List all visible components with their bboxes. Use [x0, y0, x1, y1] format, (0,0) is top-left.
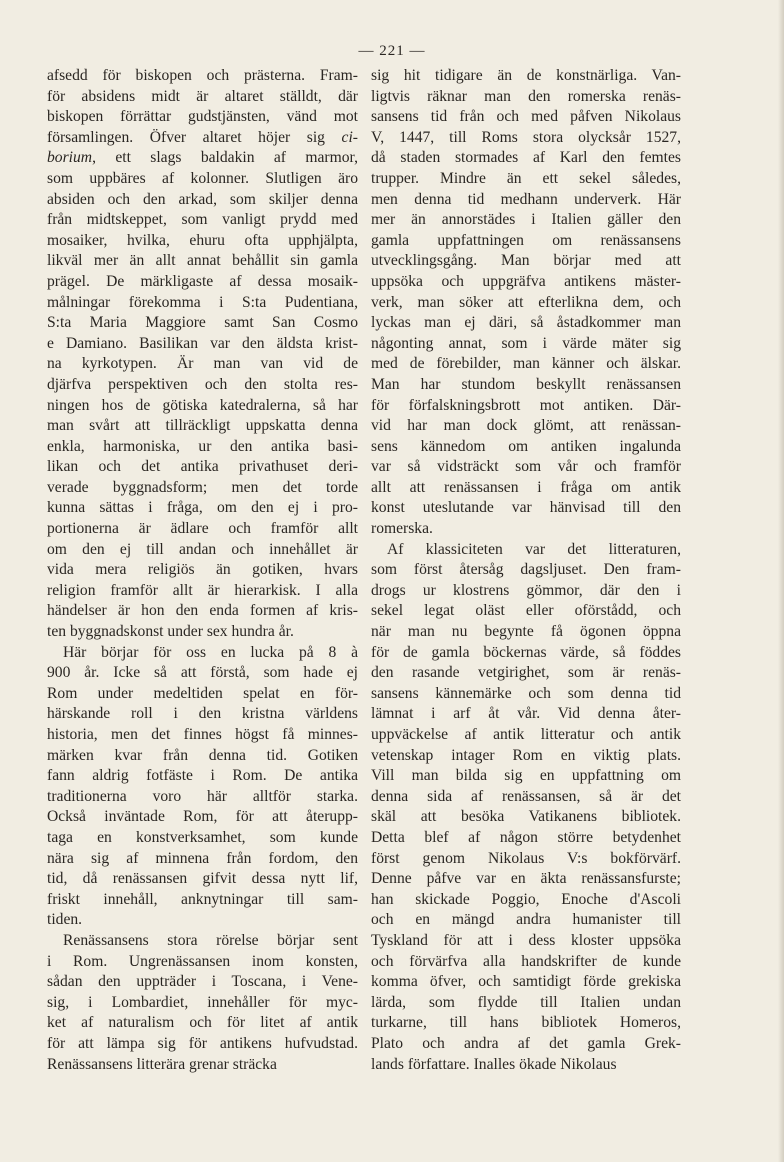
text-line: djärfva perspektiven och den stolta res-	[47, 375, 358, 393]
text-line: romerska.	[371, 520, 433, 538]
text-line: först genom Nikolaus V:s bokförvärf.	[371, 849, 681, 867]
text-line: sekel legat oläst eller oförstådd, och	[371, 602, 681, 620]
text-line: och en mängd andra humanister till	[371, 911, 681, 929]
text-line: friskt innehåll, anknytningar till sam-	[47, 890, 358, 908]
text-line: Plato och andra af det gamla Grek-	[371, 1034, 681, 1052]
text-line: om den ej till andan och innehållet är	[47, 540, 358, 558]
italic-term: borium	[47, 149, 93, 167]
text-line: härskande roll i den kristna världens	[47, 705, 358, 723]
text-line: för absidens midt är altaret ställdt, där	[47, 87, 358, 105]
text-line: Också inväntade Rom, för att återupp-	[47, 808, 358, 826]
text-line: traditionerna voro här alltför starka.	[47, 787, 358, 805]
text-line: Detta blef af någon större betydenhet	[371, 828, 681, 846]
text-line: nära sig af minnena från fordom, den	[47, 849, 358, 867]
text-line: sansens tid från och med påfven Nikolaus	[371, 108, 681, 126]
text-line: trupper. Mindre än ett sekel således,	[371, 169, 681, 187]
text-line: sansens kännemärke och som denna tid	[371, 684, 681, 702]
text-line: sig, i Lombardiet, innehåller för myc-	[47, 993, 358, 1011]
text-line: när man nu begynte få ögonen öppna	[371, 623, 681, 641]
text-line: uppväckelse af antik litteratur och antik	[371, 726, 681, 743]
text-line: från midtskeppet, som vanligt prydd med	[47, 211, 358, 229]
text-line: han skickade Poggio, Enoche d'Ascoli	[371, 890, 681, 908]
left-column	[47, 66, 358, 1075]
text-line: 900 år. Icke så att förstå, som hade ej	[47, 664, 358, 682]
text-line: fann aldrig fotfäste i Rom. De antika	[47, 767, 358, 785]
text-line: för att lämpa sig för antikens hufvudstad.	[47, 1034, 358, 1052]
text-line: sens kännedom om antiken ingalunda	[371, 437, 681, 455]
text-line: likväl mer än allt annat behållit sin gamla	[47, 252, 358, 270]
text-line: historia, men det finnes högst få minnes-	[47, 726, 358, 743]
text-line: församlingen. Öfver altaret höjer sig ci-	[47, 128, 358, 146]
text-line: lärda, som flydde till Italien undan	[371, 993, 681, 1011]
text-line: ten byggnadskonst under sex hundra år.	[47, 623, 294, 641]
text-line: händelser är hon den enda formen af kris-	[47, 602, 358, 620]
text-line: V, 1447, till Roms stora olycksår 1527,	[371, 128, 681, 146]
text-line: märken kvar från denna tid. Gotiken	[47, 746, 358, 764]
text-line: som först återsåg dagsljuset. Den fram-	[371, 561, 681, 579]
text-line: likan och det antika privathuset deri-	[47, 458, 358, 476]
text-line: men denna tid medhann underverk. Här	[371, 190, 681, 208]
text-line: absiden och den arkad, som skiljer denna	[47, 190, 358, 208]
text-line: Tyskland för att i dess kloster uppsöka	[371, 931, 681, 949]
text-line: vetenskap intager Rom en viktig plats.	[371, 746, 681, 764]
text-line: i Rom. Ungrenässansen inom konsten,	[47, 952, 358, 970]
text-line: Af klassiciteten var det litteraturen,	[387, 540, 681, 558]
text-line: och förvärfva alla handskrifter de kunde	[371, 952, 681, 970]
text-line: drogs ur klostrens gömmor, där den i	[371, 581, 681, 599]
text-line: då staden stormades af Karl den femtes	[371, 149, 681, 167]
text-line: prägel. De märkligaste af dessa mosaik-	[47, 272, 358, 290]
text-line: lämnat i arf åt vår. Vid denna åter-	[371, 705, 681, 723]
italic-term: ci-	[341, 128, 358, 146]
text-line: gamla uppfattningen om renässansens	[371, 231, 681, 249]
text-line: enkla, harmoniska, ur den antika basi-	[47, 437, 358, 455]
right-column	[371, 66, 681, 1075]
text-line: kunna sättas i fråga, om den ej i pro-	[47, 499, 358, 517]
text-line: verk, man söker att efterlikna dem, och	[371, 293, 681, 311]
text-line: uppsöka och uppgräfva antikens mäster-	[371, 272, 681, 290]
text-line: någonting annat, som i värde mäter sig	[371, 334, 681, 352]
text-line: allt att renässansen i fråga om antik	[371, 478, 681, 496]
text-line: Vill man bilda sig en uppfattning om	[371, 767, 681, 785]
text-line: na kyrkotypen. Är man van vid de	[47, 355, 358, 373]
text-line: mosaiker, hvilka, ehuru ofta upphjälpta,	[47, 231, 358, 249]
text-line: skäl att besöka Vatikanens bibliotek.	[371, 808, 681, 826]
text-line: Man har stundom beskyllt renässansen	[371, 375, 681, 393]
text-line: religion framför allt är hierarkisk. I alla	[47, 581, 358, 599]
page-edge-shadow	[778, 0, 784, 1162]
text-line: Här börjar för oss en lucka på 8 à	[63, 643, 358, 661]
text-line: biskopen förrättar gudstjänsten, vänd mot	[47, 108, 358, 126]
text-line: ligtvis räknar man den romerska renäs-	[371, 87, 681, 105]
text-line: Denne påfve var en äkta renässansfurste;	[371, 870, 681, 888]
text-line: lyckas man ej däri, så åstadkommer man	[371, 314, 681, 332]
text-line: den rasande vetgirighet, som är renäs-	[371, 664, 681, 682]
text-line: tiden.	[47, 911, 83, 929]
text-line: ket af naturalism och för litet af antik	[47, 1014, 358, 1032]
text-line: borium, ett slags baldakin af marmor,	[47, 149, 358, 167]
text-line: komma öfver, och samtidigt förde grekiska	[371, 973, 681, 991]
text-line: e Damiano. Basilikan var den äldsta krist-	[47, 334, 358, 352]
text-line: turkarne, till hans bibliotek Homeros,	[371, 1014, 681, 1032]
text-line: för de gamla böckernas värde, så föddes	[371, 643, 681, 661]
page-number: — 221 —	[358, 43, 426, 59]
text-line: taga en konstverksamhet, som kunde	[47, 828, 358, 846]
text-line: Rom under medeltiden spelat en för-	[47, 684, 358, 702]
text-line: man svårt att tillräckligt uppskatta denna	[47, 417, 358, 435]
text-line: verade byggnadsform; men det torde	[47, 478, 358, 496]
text-line: S:ta Maria Maggiore samt San Cosmo	[47, 314, 358, 332]
text-line: vida mera religiös än gotiken, hvars	[47, 561, 358, 579]
text-line: med de förebilder, man känner och älskar.	[371, 355, 681, 373]
text-line: portionerna är ädlare och framför allt	[47, 520, 358, 538]
text-line: Renässansens litterära grenar sträcka	[47, 1055, 277, 1073]
text-line: Renässansens stora rörelse börjar sent	[63, 931, 358, 949]
text-line: denna sida af renässansen, så är det	[371, 787, 681, 805]
text-line: mer än annorstädes i Italien gäller den	[371, 211, 681, 229]
text-line: sig hit tidigare än de konstnärliga. Van-	[371, 67, 681, 84]
text-line: konst uteslutande var hänvisad till den	[371, 499, 681, 517]
text-line: vid har man dock glömt, att renässan-	[371, 417, 681, 435]
text-line: sådan den uppträder i Toscana, i Vene-	[47, 973, 358, 991]
text-line: utvecklingsgång. Man börjar med att	[371, 252, 681, 270]
text-line: tid, då renässansen gifvit dessa nytt lif,	[47, 870, 358, 888]
text-line: för förfalskningsbrott mot antiken. Där-	[371, 396, 681, 414]
text-line: målningar förekomma i S:ta Pudentiana,	[47, 293, 358, 311]
text-line: lands författare. Inalles ökade Nikolaus	[371, 1055, 617, 1073]
text-line: som uppbäres af kolonner. Slutligen äro	[47, 169, 358, 187]
text-line: var så vidsträckt som vår och framför	[371, 458, 681, 476]
text-line: afsedd för biskopen och prästerna. Fram-	[47, 67, 358, 84]
text-line: ningen hos de götiska katedralerna, så har	[47, 396, 358, 414]
